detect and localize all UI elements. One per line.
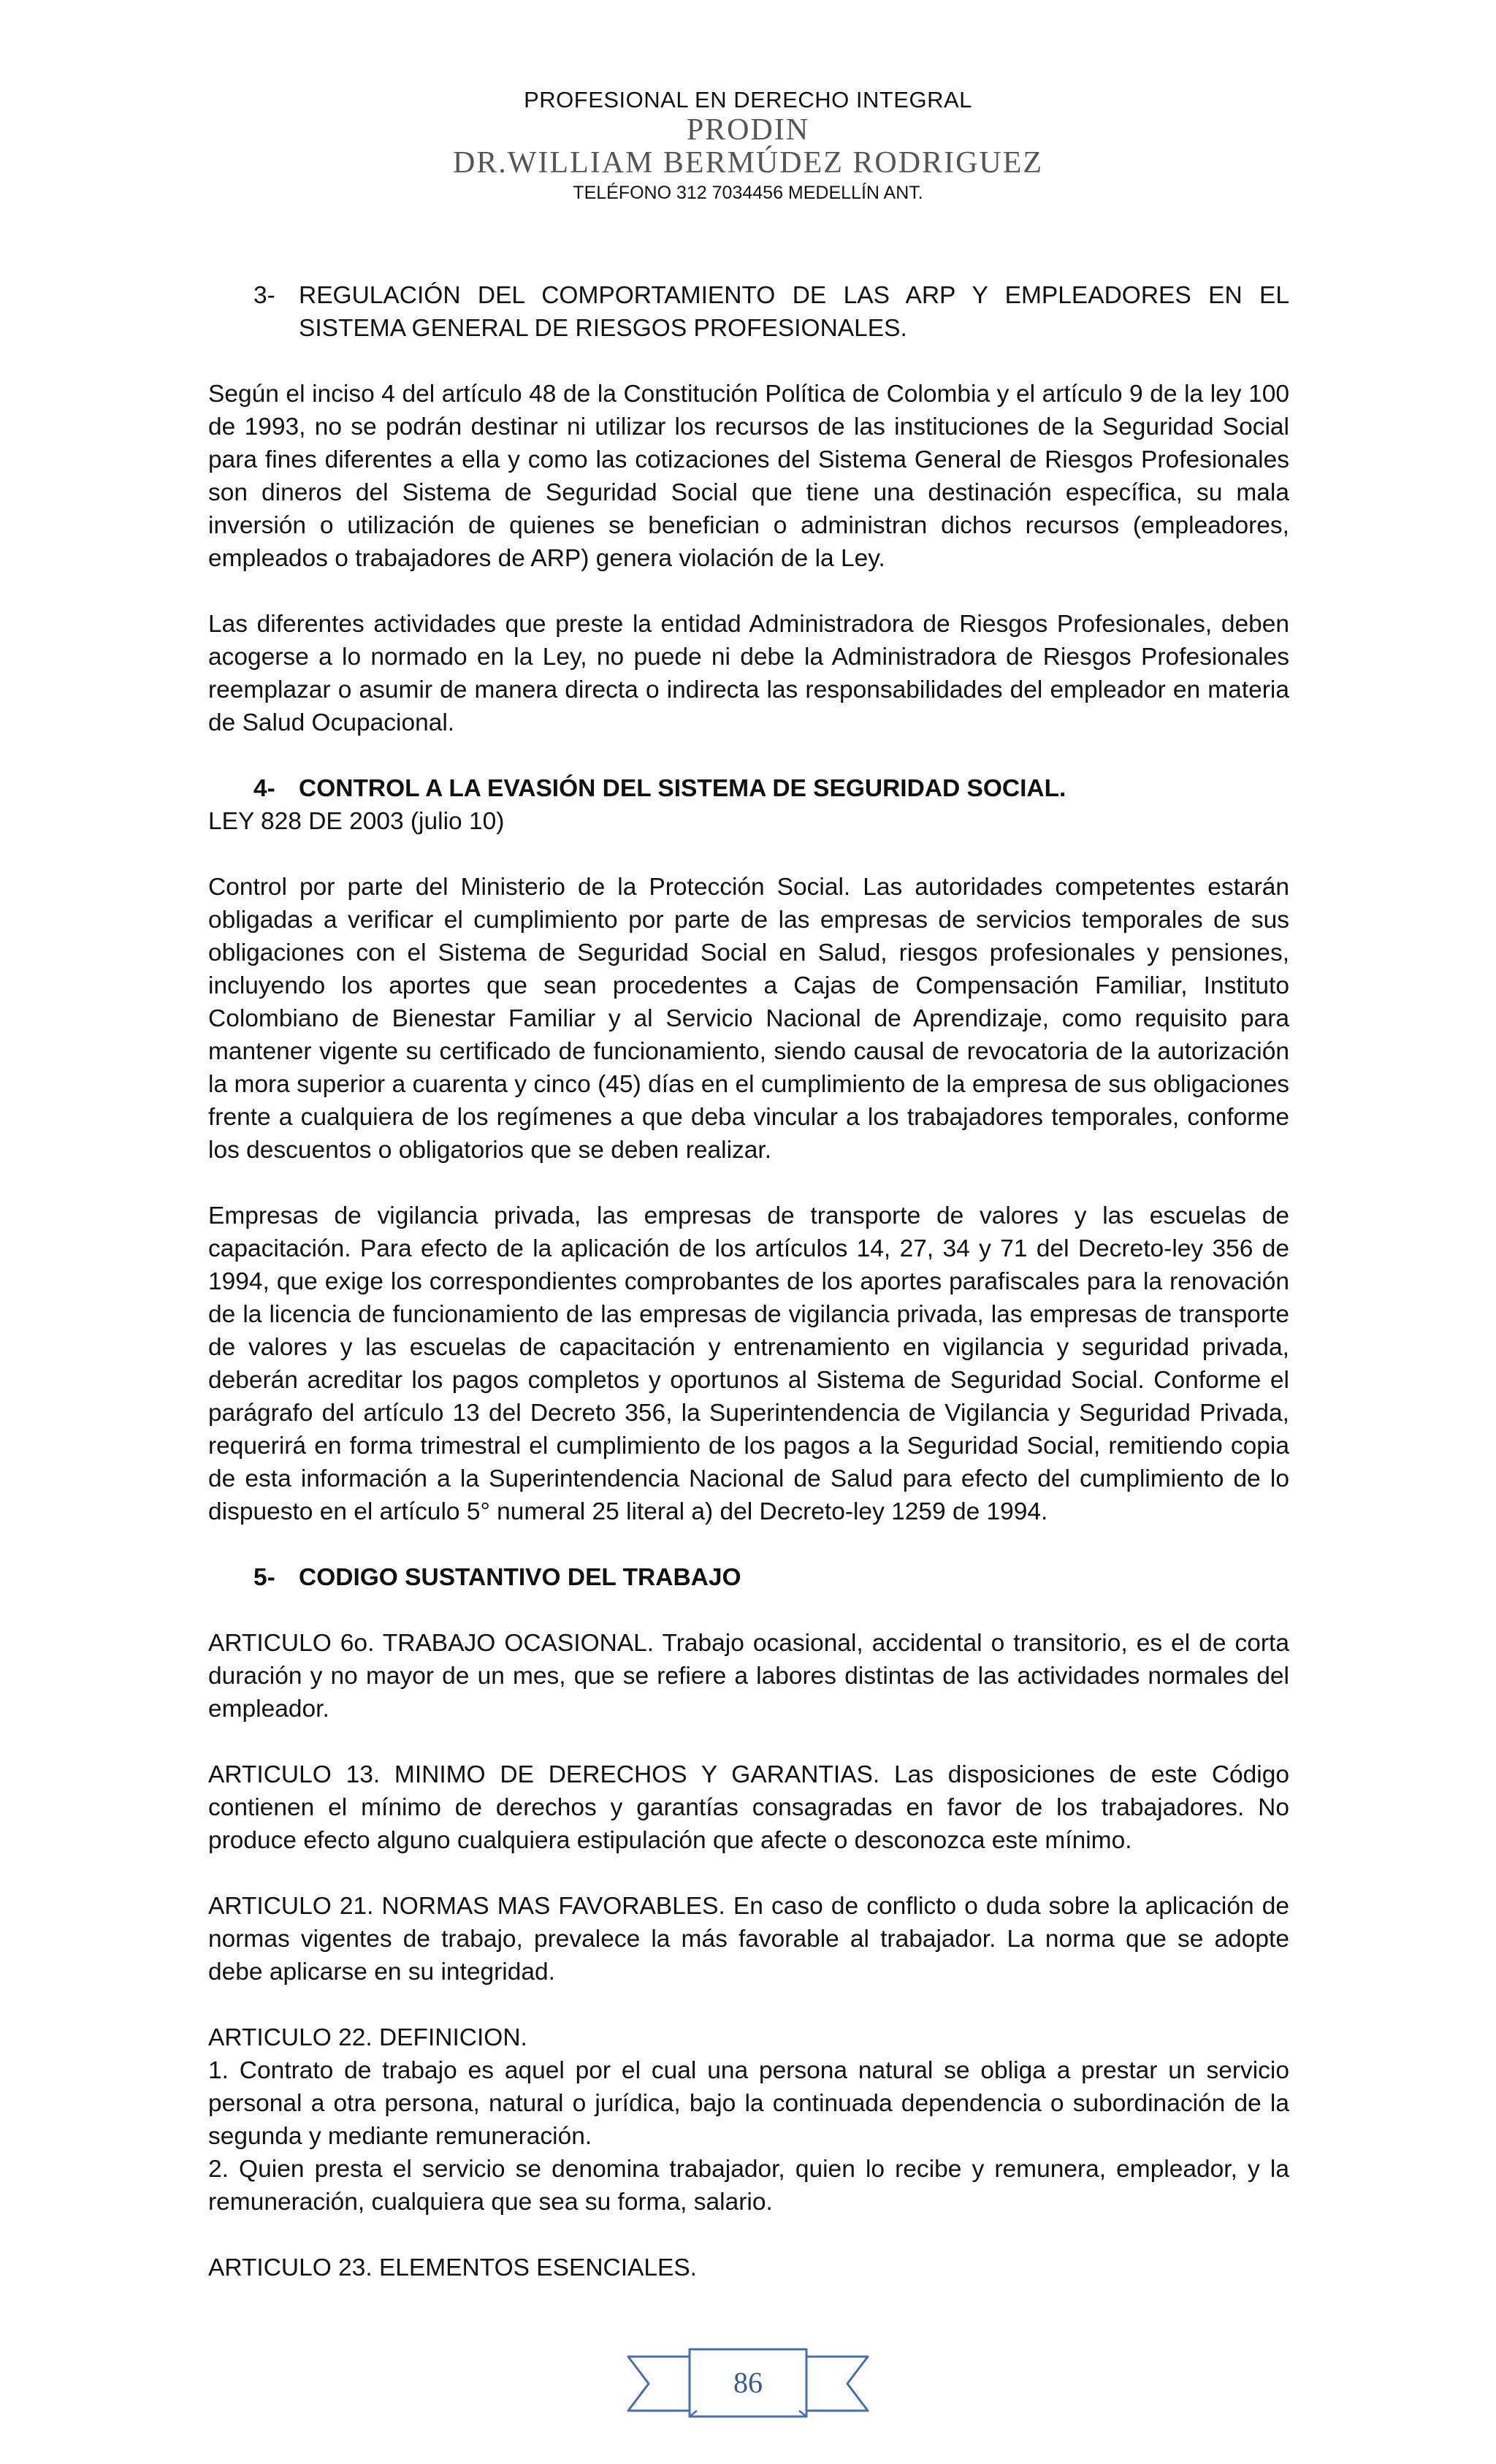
article-22-item-1: 1. Contrato de trabajo es aquel por el cual una persona natural se obliga a prestar un servicio personal a otra persona, natural o jurídica, bajo la continuada dependencia o subordinación de la segunda y mediante remuneración. <box>208 2057 1289 2150</box>
document-body <box>208 279 1289 2317</box>
section-number: 3- <box>253 282 275 309</box>
section-number: 5- <box>253 1564 275 1591</box>
page-number: 86 <box>733 2366 763 2399</box>
section-number: 4- <box>253 775 275 802</box>
section-3-heading <box>208 279 1289 345</box>
paragraph: Las diferentes actividades que preste la entidad Administradora de Riesgos Profesionales, deben acogerse a lo normado en la Ley, no puede ni debe la Administradora de Riesgos Profesionales reemplazar o asumir de manera directa o indirecta las responsabilidades del empleador en materia de Salud Ocupacional. <box>208 611 1289 736</box>
article-22-title: ARTICULO 22. DEFINICION. <box>208 2024 527 2051</box>
letterhead <box>0 86 1496 206</box>
paragraph: Control por parte del Ministerio de la Protección Social. Las autoridades competentes estarán obligadas a verificar el cumplimiento por parte de las empresas de servicios temporales de sus obligaciones con el Sistema de Seguridad Social en Salud, riesgos profesionales y pensiones, incluyendo los aportes que sean procedentes a Cajas de Compensación Familiar, Instituto Colombiano de Bienestar Familiar y al Servicio Nacional de Aprendizaje, como requisito para mantener vigente su certificado de funcionamiento, siendo causal de revocatoria de la autorización la mora superior a cuarenta y cinco (45) días en el cumplimiento de la empresa de sus obligaciones frente a cualquiera de los regímenes a que deba vincular a los trabajadores temporales, conforme los descuentos o obligatorios que se deben realizar. <box>208 874 1289 1164</box>
section-5-heading <box>208 1561 1289 1594</box>
section-title: REGULACIÓN DEL COMPORTAMIENTO DE LAS ARP Y EMPLEADORES EN EL SISTEMA GENERAL DE RIESGOS PROFESIONALES. <box>299 282 1289 342</box>
letterhead-phone: TELÉFONO 312 7034456 MEDELLÍN ANT. <box>573 183 923 203</box>
article-21: ARTICULO 21. NORMAS MAS FAVORABLES. En caso de conflicto o duda sobre la aplicación de normas vigentes de trabajo, prevalece la más favorable al trabajador. La norma que se adopte debe aplicarse en su integridad. <box>208 1893 1289 1986</box>
law-reference: LEY 828 DE 2003 (julio 10) <box>208 808 505 835</box>
letterhead-profession: PROFESIONAL EN DERECHO INTEGRAL <box>524 87 972 112</box>
paragraph: Según el inciso 4 del artículo 48 de la Constitución Política de Colombia y el artículo 9 de la ley 100 de 1993, no se podrán destinar ni utilizar los recursos de las instituciones de la Seguridad Social para fines diferentes a ella y como las cotizaciones del Sistema General de Riesgos Profesionales son dineros del Sistema de Seguridad Social que tiene una destinación específica, su mala inversión o utilización de quienes se benefician o administran dichos recursos (empleadores, empleados o trabajadores de ARP) genera violación de la Ley. <box>208 381 1289 572</box>
page-footer <box>0 2343 1496 2424</box>
section-title: CODIGO SUSTANTIVO DEL TRABAJO <box>299 1564 741 1591</box>
paragraph: Empresas de vigilancia privada, las empresas de transporte de valores y las escuelas de capacitación. Para efecto de la aplicación de los artículos 14, 27, 34 y 71 del Decreto-ley 356 de 1994, que exige los correspondientes comprobantes de los aportes parafiscales para la renovación de la licencia de funcionamiento de las empresas de vigilancia privada, las empresas de transporte de valores y las escuelas de capacitación y entrenamiento en vigilancia y seguridad privada, deberán acreditar los pagos completos y oportunos al Sistema de Seguridad Social. Conforme el parágrafo del artículo 13 del Decreto 356, la Superintendencia de Vigilancia y Seguridad Privada, requerirá en forma trimestral el cumplimiento de los pagos a la Seguridad Social, remitiendo copia de esta información a la Superintendencia Nacional de Salud para efecto del cumplimiento de lo dispuesto en el artículo 5° numeral 25 literal a) del Decreto-ley 1259 de 1994. <box>208 1202 1289 1525</box>
section-4-heading <box>208 772 1289 805</box>
letterhead-brand: PRODIN <box>686 113 810 147</box>
article-13: ARTICULO 13. MINIMO DE DERECHOS Y GARANTIAS. Las disposiciones de este Código contienen el mínimo de derechos y garantías consagradas en favor de los trabajadores. No produce efecto alguno cualquiera estipulación que afecte o desconozca este mínimo. <box>208 1761 1289 1854</box>
article-6: ARTICULO 6o. TRABAJO OCASIONAL. Trabajo ocasional, accidental o transitorio, es el de corta duración y no mayor de un mes, que se refiere a labores distintas de las actividades normales del empleador. <box>208 1630 1289 1723</box>
article-23-title: ARTICULO 23. ELEMENTOS ESENCIALES. <box>208 2254 697 2281</box>
letterhead-name: DR.WILLIAM BERMÚDEZ RODRIGUEZ <box>452 146 1044 180</box>
section-title: CONTROL A LA EVASIÓN DEL SISTEMA DE SEGURIDAD SOCIAL. <box>299 775 1066 802</box>
article-22-item-2: 2. Quien presta el servicio se denomina trabajador, quien lo recibe y remunera, empleador, y la remuneración, cualquiera que sea su forma, salario. <box>208 2156 1289 2216</box>
